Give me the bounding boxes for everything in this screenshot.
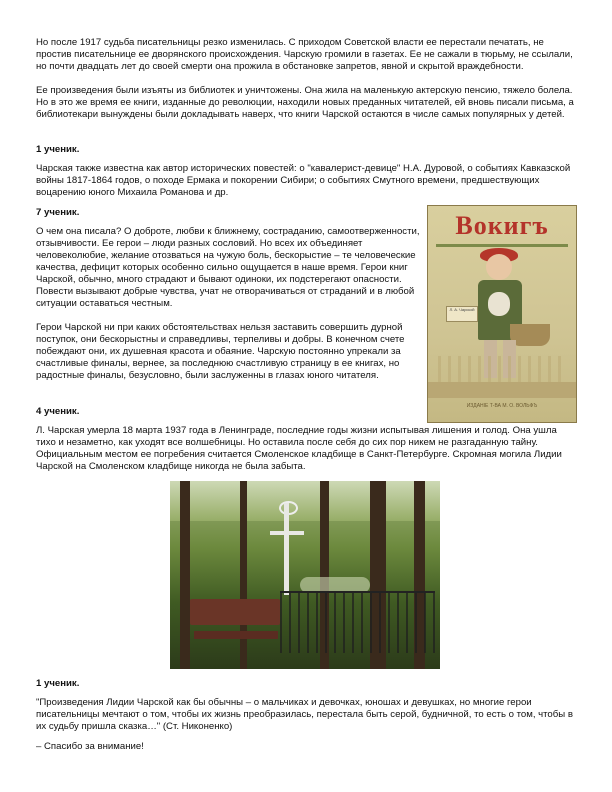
cross-post	[284, 503, 289, 595]
speaker-label: 1 ученик.	[36, 144, 80, 155]
cross-bar	[270, 531, 304, 535]
cover-fence	[438, 356, 566, 382]
closing-line: – Спасибо за внимание!	[36, 741, 144, 752]
paragraph-death: Л. Чарская умерла 18 марта 1937 года в Ленинграде, последние годы жизни испытывая лишения и голод. Она ушла тихо и незаметно, как уходят все волшебницы. Но оставила после себя до сих пор никем не разгаданную тайну. Официальным местом ее погребения считается Смоленское кладбище в Санкт-Петербурге. Скромная могила Лидии Чарской на Смоленском кладбище никогда не была забыта.	[36, 425, 562, 472]
cover-child-head	[486, 254, 512, 280]
tree-trunk	[180, 481, 190, 669]
paragraph-about: О чем она писала? О доброте, любви к ближнему, состраданию, самоотверженности, отзывчивости. Ее герои – люди разных сословий. Но всех их объединяет человеколюбие, желание отозваться на чужую боль, бескорыстие – те человеческие качества, дефицит которых особенно сильно ощущается в наше время. Герои книг Чарской, обычно, много страдают и бывают одиноки, их подстерегают опасности. Повести вызывают добрые чувства, учат не отворачиваться от страданий и в любой ситуации оставаться честным.	[36, 226, 420, 309]
paragraph-quote: "Произведения Лидии Чарской как бы обычны – о мальчиках и девочках, юношах и девушках, но многие герои писательницы мечтают о том, чтобы их жизнь преобразилась, перестала быть серой, будничной, то есть о том, чтобы в их судьбу пришла сказка…" (Ст. Никоненко)	[36, 697, 573, 732]
cover-basket	[510, 324, 550, 346]
cover-rabbit	[488, 292, 510, 316]
speaker-label: 1 ученик.	[36, 678, 80, 689]
paragraph-intro: Но после 1917 судьба писательницы резко изменилась. С приходом Советской власти ее перестали печатать, не простив писательнице ее дворянского происхождения. Чарскую громили в газетах. Ее не сажали в тюрьму, не ссылали, но почти двадцать лет до своей смерти она прожила в обстановке запретов, явной и скрытой враждебности.	[36, 37, 573, 72]
book-cover-image	[427, 205, 577, 423]
cover-publisher: ИЗДАНІЕ Т-ВА М. О. ВОЛЬФЪ	[466, 403, 538, 409]
paragraph-heroes: Герои Чарской ни при каких обстоятельствах нельзя заставить совершить дурной поступок, они бескорыстны и справедливы, терпеливы и добры. В конечном счете побеждают они, их душевная красота и обаяние. Чарскую постоянно упрекали за счастливые финалы, вернее, за последнюю счастливую страницу в ее книгах, но радостные финалы, безусловно, были заслуженны в глазах юного читателя.	[36, 322, 405, 381]
speaker-label: 4 ученик.	[36, 406, 80, 417]
cover-title: Вокигъ	[455, 211, 549, 240]
tree-trunk	[240, 481, 247, 669]
bench	[190, 599, 280, 625]
paragraph-historical: Чарская также известна как автор исторических повестей: о "кавалерист-девице" Н.А. Дуровой, о событиях Кавказской войны 1817-1864 годов, о походе Ермака и покорении Сибири; о событиях Смутного времени, предшествующих воцарению юного Михаила Романова и др.	[36, 163, 571, 198]
cover-ground	[428, 382, 576, 398]
grave-fence	[280, 591, 435, 653]
bench-seat	[194, 631, 278, 639]
photo-sky	[170, 481, 440, 521]
grave-photo	[170, 481, 440, 669]
paragraph-intro-2: Ее произведения были изъяты из библиотек и уничтожены. Она жила на маленькую актерскую пенсию, тяжело болела. Но в это же время ее книги, изданные до революции, находили новых преданных читателей, ей вновь писали письма, а библиотекари вынуждены были докладывать наверх, что книги Чарской остаются в числе самых популярных у детей.	[36, 85, 574, 120]
cover-author-label: Л. А. Чарской	[446, 306, 478, 322]
cover-ribbon	[436, 244, 568, 247]
speaker-label: 7 ученик.	[36, 207, 80, 218]
